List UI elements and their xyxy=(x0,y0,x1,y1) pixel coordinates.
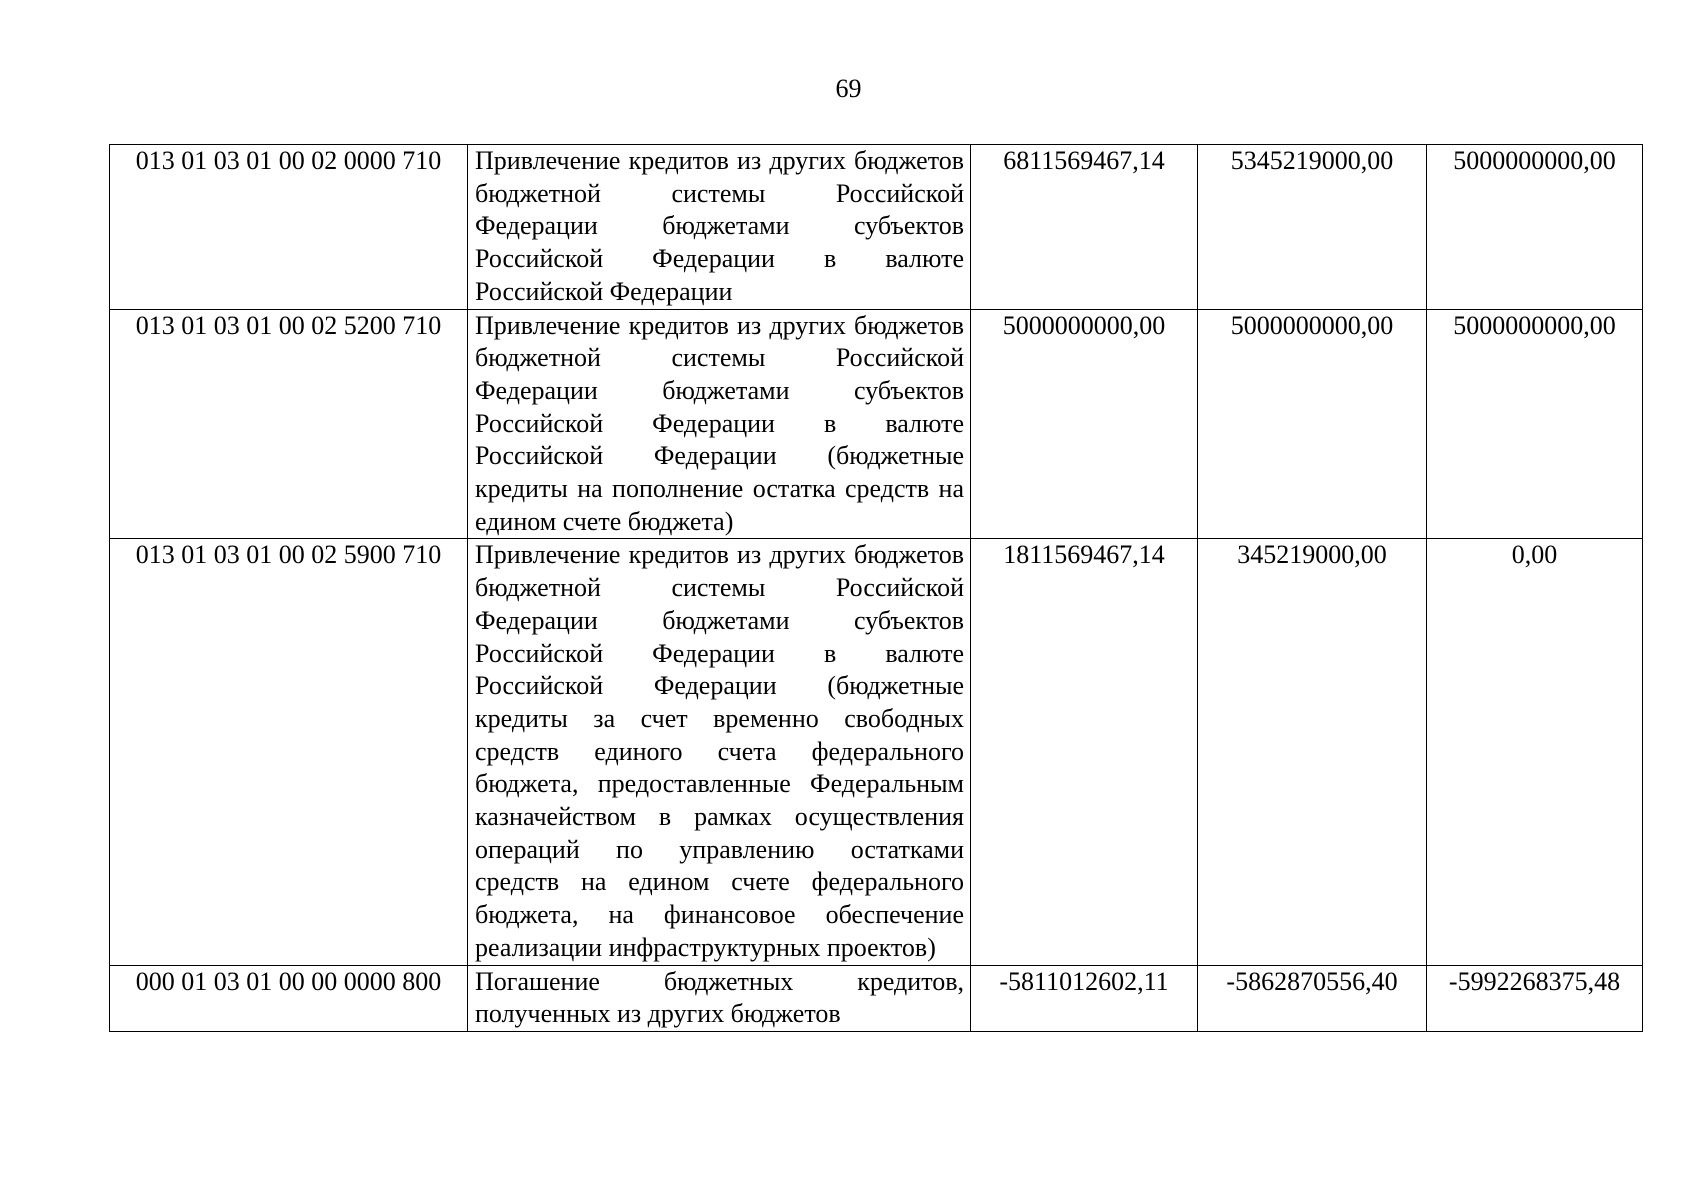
amount-year-3-cell: 5000000000,00 xyxy=(1427,309,1643,539)
budget-code-cell: 013 01 03 01 00 02 0000 710 xyxy=(110,145,468,310)
table-row xyxy=(110,539,1643,965)
budget-code-cell: 013 01 03 01 00 02 5900 710 xyxy=(110,539,468,965)
item-name-cell: Привлечение кредитов из других бюджетов бюджетной системы Российской Федерации бюджетами субъектов Российской Федерации в валюте Российской Федерации (бюджетные кредиты за счет временно свободных средств единого счета федерального бюджета, предоставленные Федеральным казначейством в рамках осуществления операций по управлению остатками средств на едином счете федерального бюджета, на финансовое обеспечение реализации инфраструктурных проектов) xyxy=(468,539,971,965)
item-name-cell: Погашение бюджетных кредитов, полученных из других бюджетов xyxy=(468,965,971,1031)
page-number: 69 xyxy=(835,74,862,103)
item-name-cell: Привлечение кредитов из других бюджетов бюджетной системы Российской Федерации бюджетами субъектов Российской Федерации в валюте Российской Федерации xyxy=(468,145,971,310)
table-row xyxy=(110,145,1643,310)
amount-year-2-cell: -5862870556,40 xyxy=(1198,965,1427,1031)
budget-sources-table xyxy=(109,144,1643,1032)
amount-year-2-cell: 5345219000,00 xyxy=(1198,145,1427,310)
amount-year-1-cell: 6811569467,14 xyxy=(971,145,1198,310)
amount-year-1-cell: 1811569467,14 xyxy=(971,539,1198,965)
amount-year-3-cell: 0,00 xyxy=(1427,539,1643,965)
item-name-cell: Привлечение кредитов из других бюджетов бюджетной системы Российской Федерации бюджетами субъектов Российской Федерации в валюте Российской Федерации (бюджетные кредиты на пополнение остатка средств на едином счете бюджета) xyxy=(468,309,971,539)
amount-year-2-cell: 5000000000,00 xyxy=(1198,309,1427,539)
amount-year-1-cell: -5811012602,11 xyxy=(971,965,1198,1031)
budget-code-cell: 000 01 03 01 00 00 0000 800 xyxy=(110,965,468,1031)
amount-year-3-cell: -5992268375,48 xyxy=(1427,965,1643,1031)
amount-year-2-cell: 345219000,00 xyxy=(1198,539,1427,965)
table-row xyxy=(110,309,1643,539)
budget-code-cell: 013 01 03 01 00 02 5200 710 xyxy=(110,309,468,539)
amount-year-3-cell: 5000000000,00 xyxy=(1427,145,1643,310)
amount-year-1-cell: 5000000000,00 xyxy=(971,309,1198,539)
table-row xyxy=(110,965,1643,1031)
